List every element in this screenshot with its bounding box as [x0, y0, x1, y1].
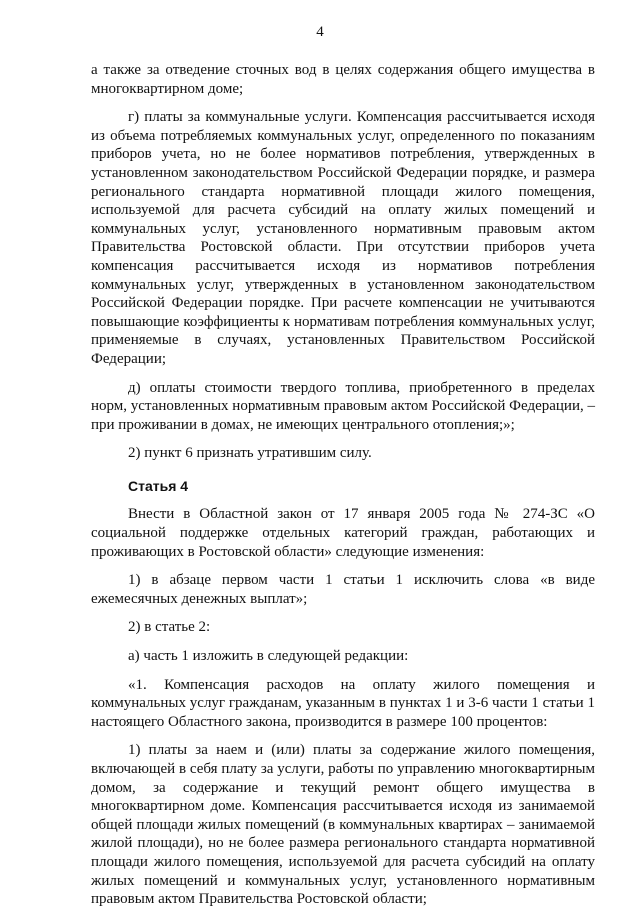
document-body [91, 61, 595, 919]
paragraph-amend-1: 1) в абзаце первом части 1 статьи 1 исключить слова «в виде ежемесячных денежных выплат»; [91, 572, 595, 607]
paragraph-continuation: а также за отведение сточных вод в целях содержания общего имущества в многоквартирном доме; [91, 62, 595, 97]
paragraph-amend-2: 2) в статье 2: [128, 619, 211, 636]
article-heading: Статья 4 [128, 477, 189, 494]
paragraph-item-6: 2) пункт 6 признать утратившим силу. [128, 445, 372, 462]
paragraph-utilities: г) платы за коммунальные услуги. Компенсация рассчитывается исходя из объема потребляемых коммунальных услуг, определенного по показаниям приборов учета, но не более нормативов потребления, утвержденных в установленном законодательством Российской Федерации порядке, и размера регионального стандарта нормативной площади жилого помещения, используемой для расчета субсидий на оплату жилых помещений и коммунальных услуг, установленного нормативным правовым актом Правительства Ростовской области. При отсутствии приборов учета компенсация рассчитывается исходя из нормативов потребления коммунальных услуг, утвержденных в установленном законодательством Российской Федерации порядке. При расчете компенсации не учитываются повышающие коэффициенты к нормативам потребления коммунальных услуг, применяемые в случаях, установленных Правительством Российской Федерации; [91, 109, 595, 367]
paragraph-amend-2a: а) часть 1 изложить в следующей редакции: [128, 648, 409, 665]
paragraph-compensation: «1. Компенсация расходов на оплату жилого помещения и коммунальных услуг гражданам, указанным в пунктах 1 и 3-6 части 1 статьи 1 настоящего Областного закона, производится в размере 100 процентов: [91, 676, 595, 730]
page-number: 4 [316, 24, 324, 40]
paragraph-solid-fuel: д) оплаты стоимости твердого топлива, приобретенного в пределах норм, установленных нормативным правовым актом Российской Федерации, – при проживании в домах, не имеющих центрального отопления;»; [91, 379, 595, 433]
paragraph-rent: 1) платы за наем и (или) платы за содержание жилого помещения, включающей в себя плату за услуги, работы по управлению многоквартирным домом, за содержание и текущий ремонт общего имущества в многоквартирном доме. Компенсация рассчитывается исходя из занимаемой общей площади жилых помещений (в коммунальных квартирах – занимаемой жилой площади), но не более размера регионального стандарта нормативной площади жилого помещения, используемой для расчета субсидий на оплату жилых помещений и коммунальных услуг, установленного нормативным правовым актом Правительства Ростовской области; [91, 742, 595, 908]
paragraph-amend-law: Внести в Областной закон от 17 января 2005 года № 274-ЗС «О социальной поддержке отдельных категорий граждан, работающих и проживающих в Ростовской области» следующие изменения: [91, 506, 595, 560]
